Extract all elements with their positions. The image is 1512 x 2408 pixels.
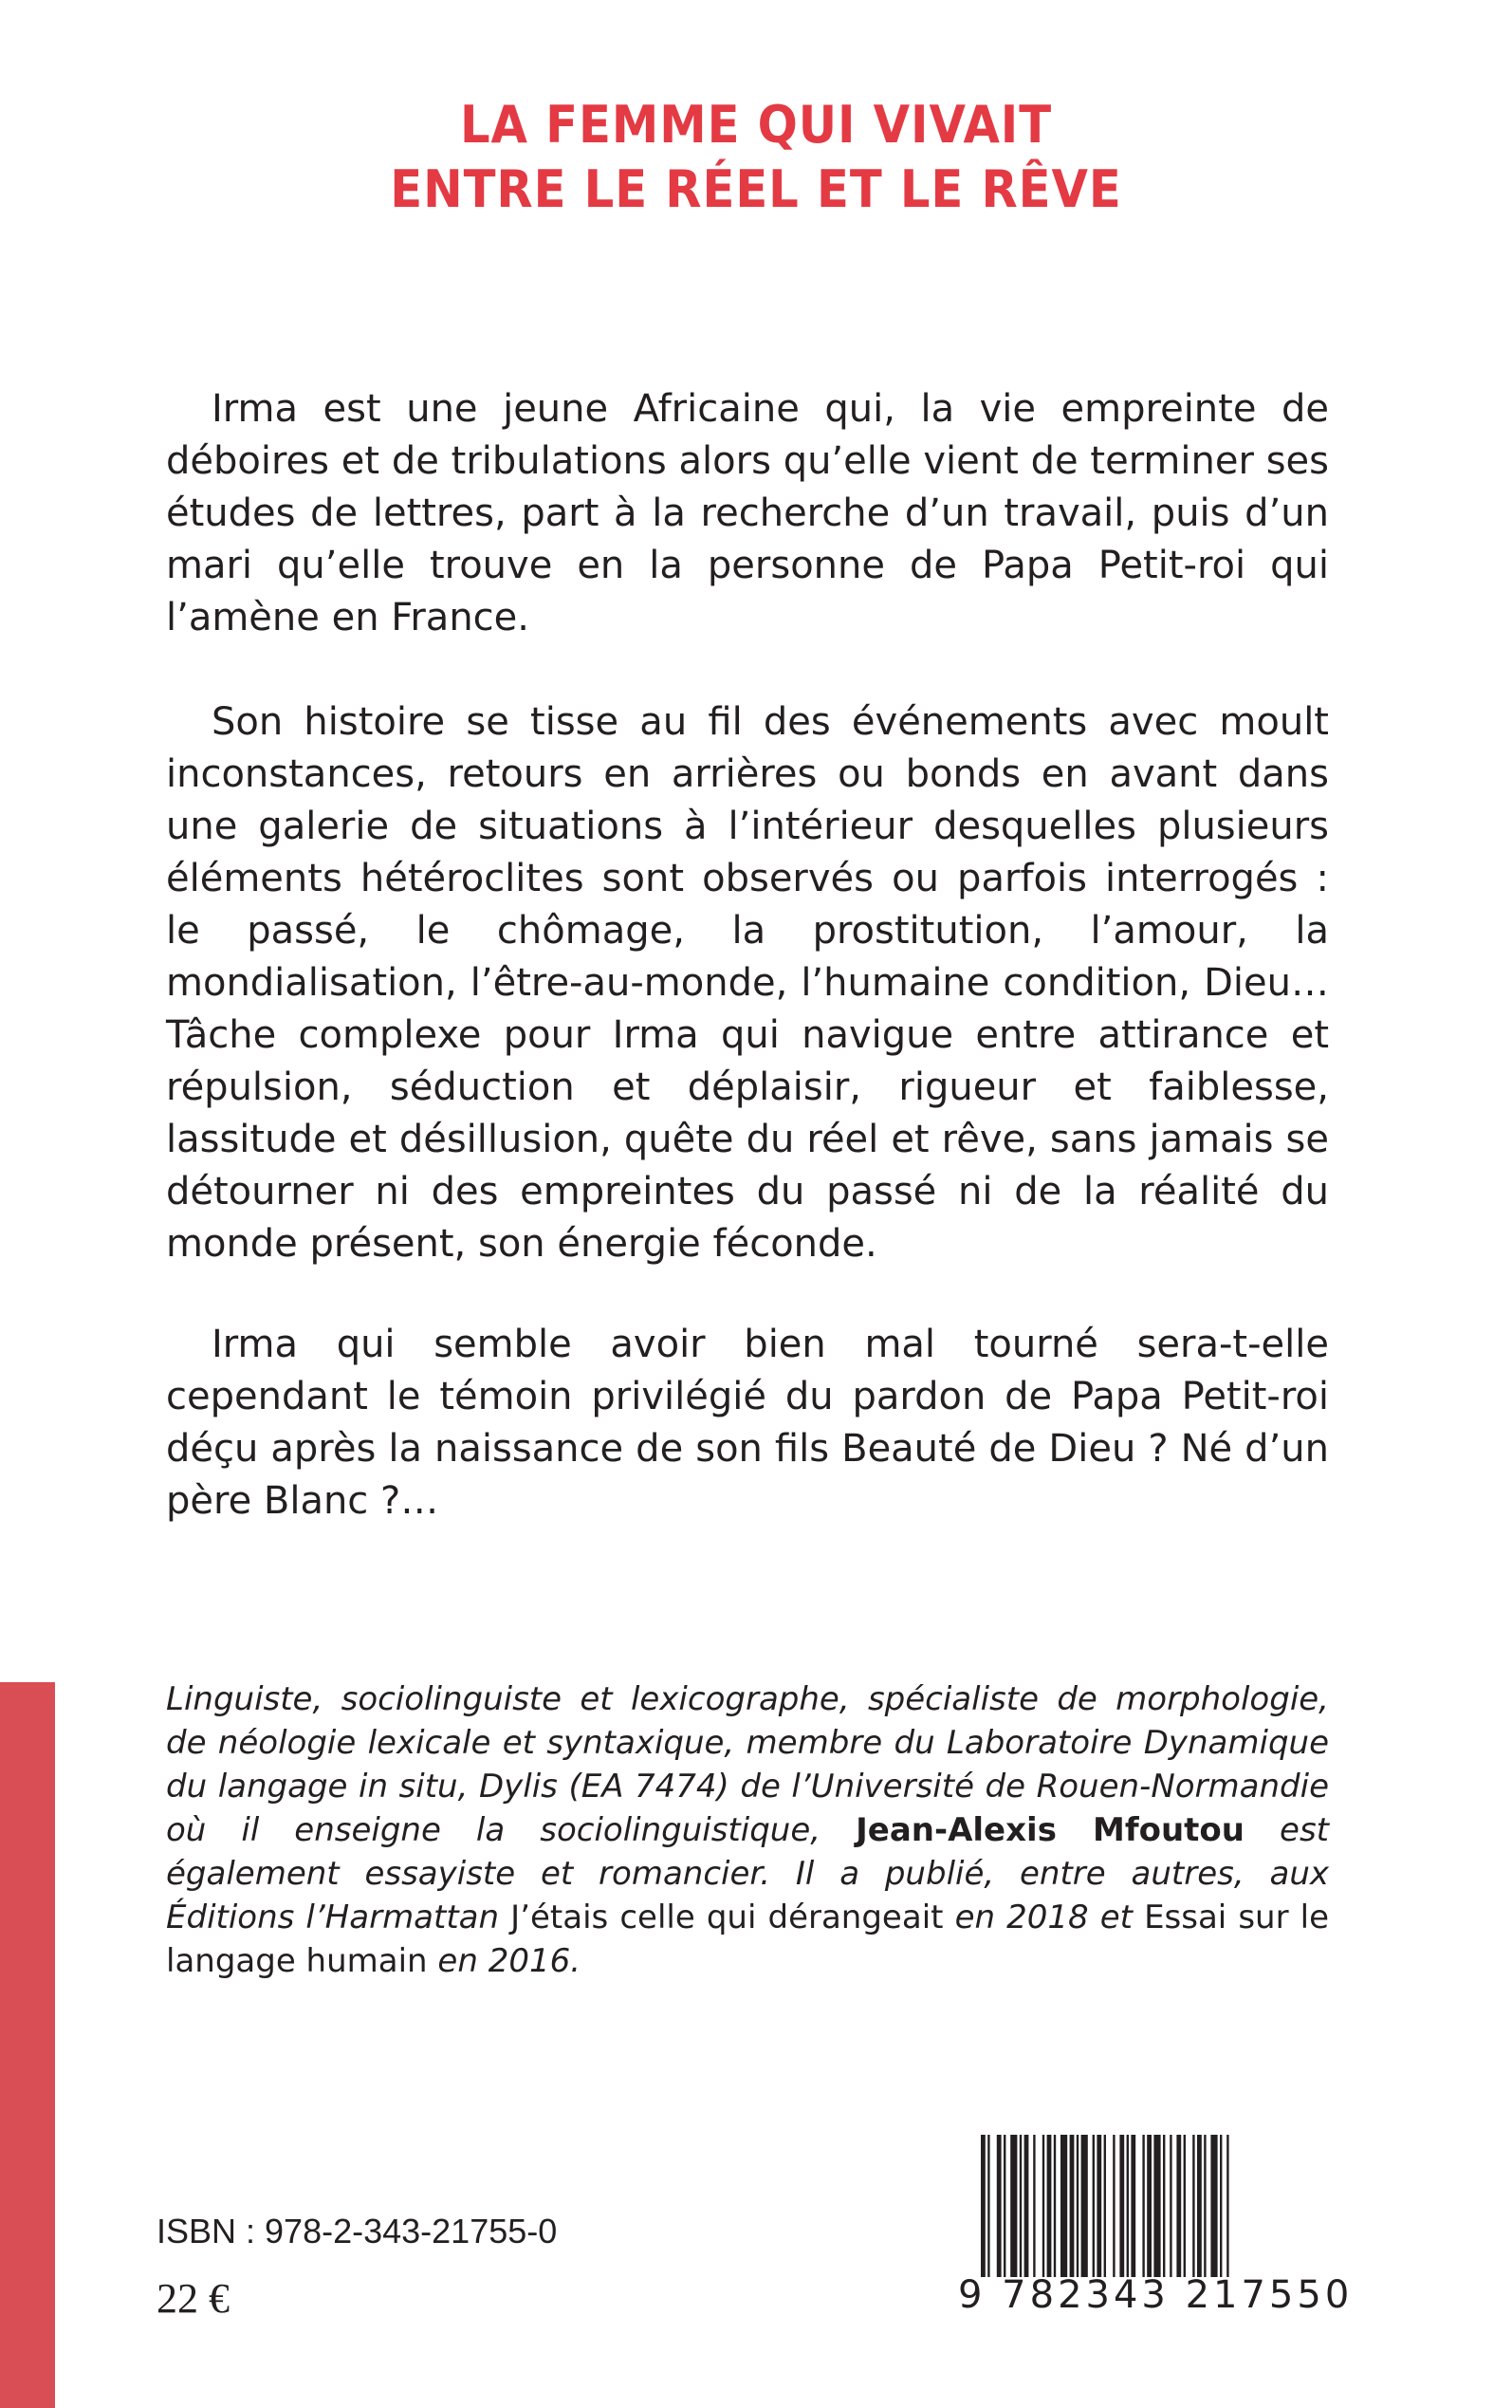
barcode-bar (1147, 2135, 1152, 2277)
barcode-bar (1070, 2135, 1075, 2277)
barcode-bar (1054, 2135, 1056, 2277)
barcode-bar (1077, 2135, 1079, 2277)
barcode-bar (1119, 2135, 1124, 2277)
barcode-bar (1033, 2135, 1035, 2277)
synopsis-paragraph-1 (166, 383, 1329, 644)
title-line-1: LA FEMME QUI VIVAIT (459, 95, 1053, 155)
barcode-bar (1004, 2135, 1005, 2277)
book-title-2: Essai sur le langage humain (166, 1899, 1330, 1980)
isbn-label: ISBN : 978-2-343-21755-0 (157, 2212, 558, 2251)
barcode-bars-icon (977, 2135, 1322, 2277)
side-accent-bar (0, 1682, 55, 2408)
barcode-bar (1226, 2135, 1228, 2277)
barcode-bar (1020, 2135, 1022, 2277)
barcode-bar (1104, 2135, 1106, 2277)
barcode-bar (1192, 2135, 1194, 2277)
barcode-bar (1081, 2135, 1088, 2277)
barcode-bar (1131, 2135, 1135, 2277)
barcode-bar (1153, 2135, 1160, 2277)
paragraph-text: Irma qui semble avoir bien mal tourné sera-t-elle cependant le témoin privilégié du pardon de Papa Petit-roi déçu après la naissance de son fils Beauté de Dieu ? Né d’un père Blanc ?… (166, 1323, 1329, 1523)
barcode-bar (997, 2135, 1002, 2277)
barcode-bar (1163, 2135, 1165, 2277)
barcode-bar (1047, 2135, 1052, 2277)
barcode-bar (1176, 2135, 1181, 2277)
barcode-bar (1197, 2135, 1202, 2277)
barcode-bar (1184, 2135, 1186, 2277)
bio-text-1: Linguiste, sociolinguiste et lexicographe, spécialiste de morphologie, de néologie lexicale et syntaxique, membre du Laboratoire Dynamique du langage in situ, Dylis (EA 7474) de l’Université de Rouen-Normandie où il enseigne la sociolinguistique, (166, 1680, 1329, 1849)
barcode-bar (1042, 2135, 1044, 2277)
paragraph-text: Irma est une jeune Africaine qui, la vie empreinte de déboires et de tribulations alors qu’elle vient de terminer ses études de lettres, part à la recherche d’un travail, puis d’un mari qu’elle trouve en la personne de Papa Petit-roi qui l’amène en France. (166, 387, 1329, 639)
barcode-bar (1127, 2135, 1129, 2277)
paragraph-text: Son histoire se tisse au fil des événements avec moult inconstances, retours en arrières ou bonds en avant dans une galerie de situations à l’intérieur desquelles plusieurs éléments hétéroclites sont observés ou parfois interrogés : le passé, le chômage, la prostitution, l’amour, la mondialisation, l’être-au-monde, l’humaine condition, Dieu… Tâche complexe pour Irma qui navigue entre attirance et répulsion, séduction et déplaisir, rigueur et faiblesse, lassitude et désillusion, quête du réel et rêve, sans jamais se détourner ni des empreintes du passé ni de la réalité du monde présent, son énergie féconde. (166, 700, 1329, 1266)
price-label: 22 € (157, 2275, 230, 2322)
barcode-bar (1142, 2135, 1144, 2277)
synopsis-paragraph-2 (166, 696, 1329, 1270)
barcode-bar (1093, 2135, 1095, 2277)
author-bio (166, 1677, 1329, 1983)
bio-text-2: est également essayiste et romancier. Il a publié, entre autres, aux Éditions l’Harmattan (166, 1811, 1329, 1936)
barcode-bar (1060, 2135, 1067, 2277)
barcode-bar (1220, 2135, 1222, 2277)
book-title (61, 93, 1451, 222)
barcode-bar (1113, 2135, 1115, 2277)
barcode-digits: 9 782343 217550 (958, 2273, 1354, 2317)
barcode-bar (1170, 2135, 1171, 2277)
title-line-2: ENTRE LE RÉEL ET LE RÊVE (390, 159, 1122, 219)
synopsis-paragraph-3 (166, 1319, 1329, 1528)
barcode-bar (1097, 2135, 1101, 2277)
author-name: Jean-Alexis Mfoutou (856, 1811, 1245, 1849)
barcode-bar (987, 2135, 989, 2277)
barcode-bar (981, 2135, 986, 2277)
barcode-bar (1210, 2135, 1217, 2277)
bio-year-1: en 2018 et (954, 1899, 1133, 1936)
bio-year-2: en 2016. (437, 1942, 581, 1980)
barcode-bar (1010, 2135, 1017, 2277)
book-title-1: J’étais celle qui dérangeait (510, 1899, 944, 1936)
barcode-bar (1024, 2135, 1029, 2277)
barcode-bar (1204, 2135, 1206, 2277)
